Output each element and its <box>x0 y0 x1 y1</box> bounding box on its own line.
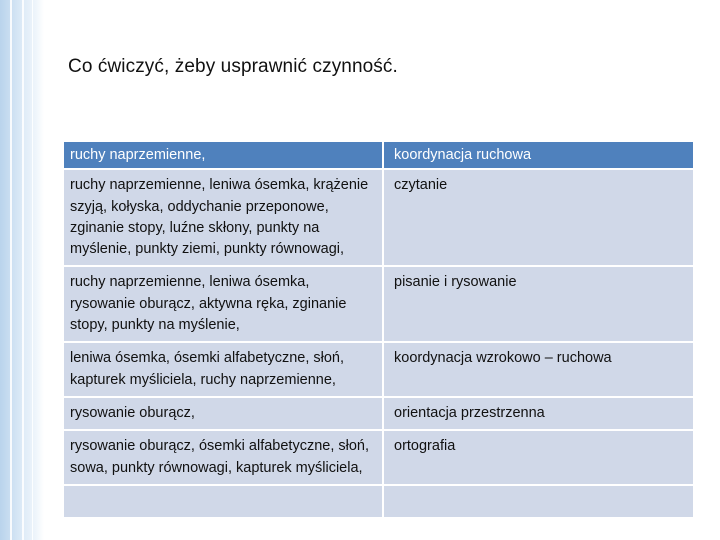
exercises-table <box>62 140 695 519</box>
skill-cell: koordynacja wzrokowo – ruchowa <box>383 342 694 397</box>
band-line <box>22 0 24 540</box>
band-line <box>32 0 33 540</box>
table-row <box>63 430 694 485</box>
table-row <box>63 169 694 266</box>
exercises-cell: leniwa ósemka, ósemki alfabetyczne, słoń, kapturek myśliciela, ruchy naprzemienne, <box>63 342 383 397</box>
table-row <box>63 266 694 342</box>
skill-cell <box>383 485 694 518</box>
header-cell-exercises: ruchy naprzemienne, <box>63 141 383 169</box>
skill-cell: pisanie i rysowanie <box>383 266 694 342</box>
exercises-cell: rysowanie oburącz, ósemki alfabetyczne, słoń, sowa, punkty równowagi, kapturek myśliciela, <box>63 430 383 485</box>
table-row <box>63 342 694 397</box>
skill-cell: czytanie <box>383 169 694 266</box>
exercises-cell: ruchy naprzemienne, leniwa ósemka, krążenie szyją, kołyska, oddychanie przeponowe, zginanie stopy, luźne skłony, punkty na myślenie, punkty ziemi, punkty równowagi, <box>63 169 383 266</box>
skill-cell: ortografia <box>383 430 694 485</box>
exercises-cell <box>63 485 383 518</box>
header-cell-skill: koordynacja ruchowa <box>383 141 694 169</box>
exercises-cell: rysowanie oburącz, <box>63 397 383 430</box>
table-row-partial <box>63 485 694 518</box>
exercises-cell: ruchy naprzemienne, leniwa ósemka, rysowanie oburącz, aktywna ręka, zginanie stopy, punkty na myślenie, <box>63 266 383 342</box>
decorative-side-band <box>0 0 44 540</box>
table-header-row <box>63 141 694 169</box>
band-line <box>10 0 12 540</box>
table-row <box>63 397 694 430</box>
slide-title: Co ćwiczyć, żeby usprawnić czynność. <box>68 56 398 77</box>
skill-cell: orientacja przestrzenna <box>383 397 694 430</box>
